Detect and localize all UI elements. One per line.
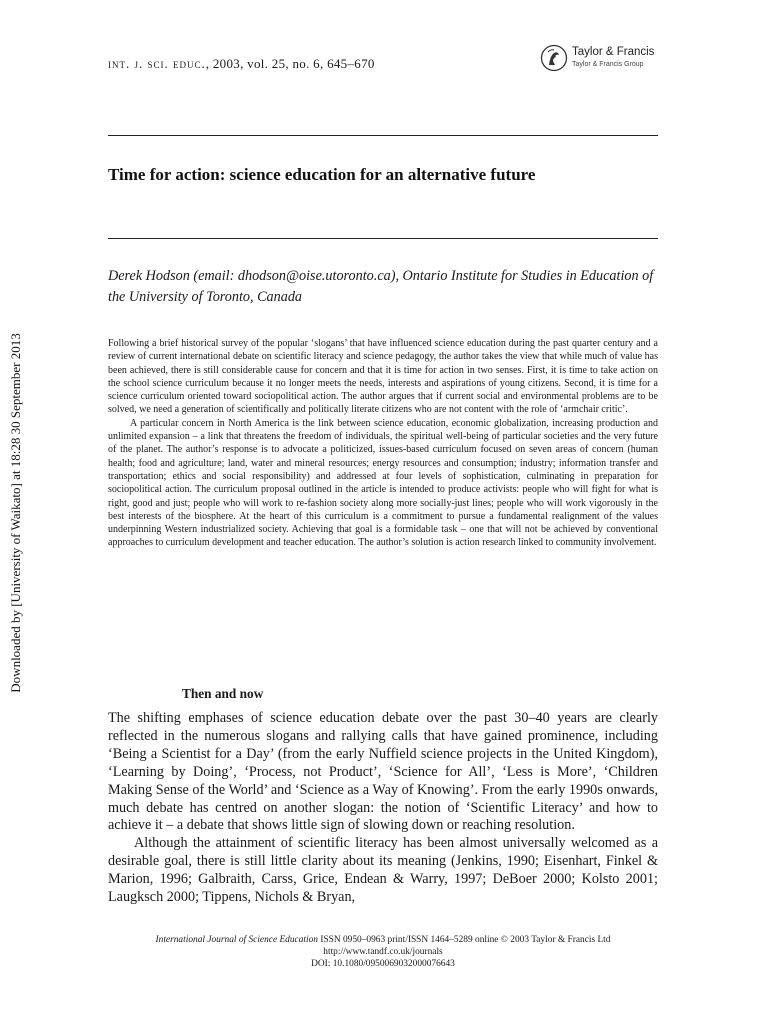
footer-issn: ISSN 0950–0963 print/ISSN 1464–5289 online © 2003 Taylor & Francis Ltd: [317, 935, 611, 945]
title-bottom-rule: [108, 238, 658, 239]
body-paragraph: Although the attainment of scientific literacy has been almost universally welcomed as a desirable goal, there is still little clarity about its meaning (Jenkins, 1990; Eisenhart, Finkel & Marion, 1996; Galbraith, Carss, Grice, Endean & Warry, 1997; DeBoer 2000; Kolsto 2001; Laugksch 2000; Tippens, Nichols & Bryan,: [108, 835, 658, 906]
author-affiliation: , Ontario Institute for Studies in Education of the University of Toronto, Canada: [108, 268, 654, 305]
publisher-logo-icon: [540, 44, 568, 72]
publisher-group: Taylor & Francis Group: [572, 61, 644, 68]
body-text: [108, 710, 658, 907]
download-notice: Downloaded by [University of Waikato] at 18:28 30 September 2013: [8, 333, 23, 693]
journal-citation-header: [108, 56, 375, 72]
abstract-paragraph: Following a brief historical survey of the popular ‘slogans’ that have influenced science education during the past quarter century and a review of current international debate on scientific literacy and science pedagogy, the author takes the view that while much of value has been achieved, there is still considerable cause for concern and that it is time for action in two senses. First, it is time to take action on the school science curriculum because it no longer meets the needs, interests and aspirations of young citizens. Second, it is time for a science curriculum oriented toward sociopolitical action. The author argues that if current social and environmental problems are to be solved, we need a generation of scientifically and politically literate citizens who are not content with the role of ‘armchair critic’.: [108, 338, 658, 416]
abstract: [108, 337, 658, 550]
journal-citation: , 2003, vol. 25, no. 6, 645–670: [205, 56, 375, 71]
publisher-name: Taylor & Francis: [572, 46, 655, 58]
page-footer: [108, 934, 658, 970]
article-title: Time for action: science education for an alternative future: [108, 165, 536, 184]
author-name: Derek Hodson: [108, 268, 190, 284]
body-paragraph: The shifting emphases of science education debate over the past 30–40 years are clearly reflected in the numerous slogans and rallying calls that have gained prominence, including ‘Being a Scientist for a Day’ (from the early Nuffield science projects in the United Kingdom), ‘Learning by Doing’, ‘Process, not Product’, ‘Science for All’, ‘Less is More’, ‘Children Making Sense of the World’ and ‘Science as a Way of Knowing’. From the early 1990s onwards, much debate has centred on another slogan: the notion of ‘Scientific Literacy’ and how to achieve it – a debate that shows little sign of slowing down or reaching resolution.: [108, 710, 658, 834]
journal-abbrev: int. j. sci. educ.: [108, 56, 206, 71]
footer-journal-name: International Journal of Science Education: [155, 935, 318, 945]
abstract-paragraph: A particular concern in North America is the link between science education, economic globalization, increasing production and unlimited expansion – a link that threatens the freedom of individuals, the spiritual well-being of particular societies and the very future of the planet. The author’s response is to advocate a politicized, issues-based curriculum focused on seven areas of concern (human health; food and agriculture; land, water and mineral resources; energy resources and consumption; industry; information transfer and transportation; ethics and social responsibility) and addressed at four levels of sophistication, culminating in preparation for sociopolitical action. The curriculum proposal outlined in the article is intended to produce activists: people who will fight for what is right, good and just; people who will work to re-fashion society along more socially-just lines; people who will work vigorously in the best interests of the biosphere. At the heart of this curriculum is a commitment to pursue a fundamental realignment of the values underpinning Western industrialized society. Achieving that goal is a formidable task – one that will not be achieved by conventional approaches to curriculum development and teacher education. The author’s solution is action research linked to community involvement.: [108, 417, 658, 549]
footer-url: http://www.tandf.co.uk/journals: [323, 947, 443, 957]
footer-doi: DOI: 10.1080/0950069032000076643: [311, 959, 455, 969]
footer-issn-line: [108, 934, 658, 946]
section-heading: Then and now: [182, 686, 264, 701]
title-top-rule: [108, 135, 658, 136]
author-email: (email: dhodson@oise.utoronto.ca): [193, 268, 396, 284]
author-line: [108, 266, 658, 308]
publisher-logo: [540, 44, 670, 74]
